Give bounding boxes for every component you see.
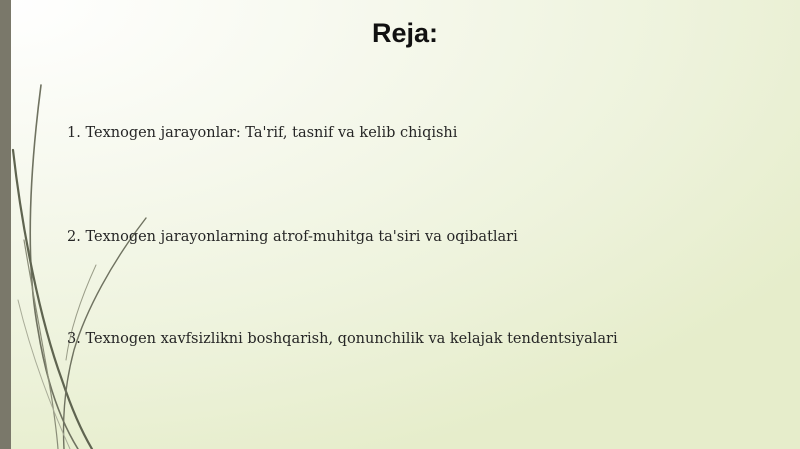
plan-item: 2. Texnogen jarayonlarning atrof-muhitga ta'siri va oqibatlari bbox=[67, 229, 518, 245]
plan-item: 3. Texnogen xavfsizlikni boshqarish, qonunchilik va kelajak tendentsiyalari bbox=[67, 331, 618, 347]
plan-item: 1. Texnogen jarayonlar: Ta'rif, tasnif va kelib chiqishi bbox=[67, 125, 458, 141]
slide-title: Reja: bbox=[371, 18, 439, 48]
